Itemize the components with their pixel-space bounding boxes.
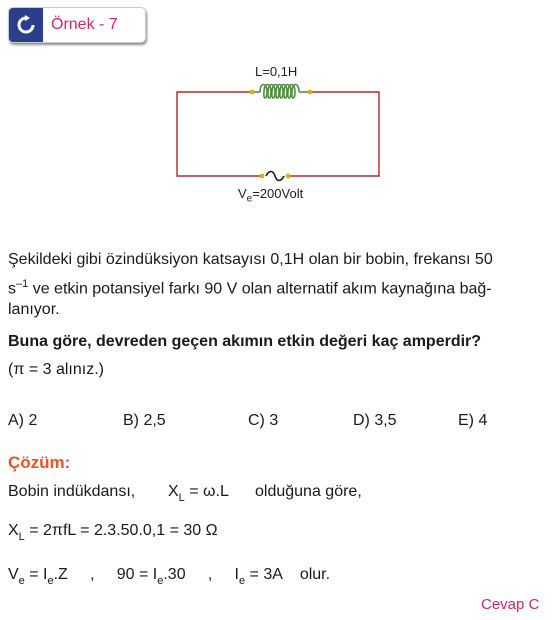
inductor-coil	[252, 85, 310, 99]
circuit-wire	[177, 92, 262, 176]
solution-line: Bobin indükdansı,	[8, 483, 136, 500]
solution-heading: Çözüm:	[8, 453, 71, 472]
terminal-dot	[286, 174, 291, 179]
question-text: Şekildeki gibi özindüksiyon katsayısı 0,1H olan bir bobin, frekansı 50	[8, 251, 493, 268]
circuit-wire	[288, 92, 379, 176]
choice-e[interactable]: E) 4	[458, 412, 488, 429]
inductor-label: L=0,1H	[255, 64, 298, 79]
question-prompt: Buna göre, devreden geçen akımın etkin değeri kaç amperdir?	[8, 333, 482, 350]
choice-b[interactable]: B) 2,5	[123, 412, 166, 429]
circuit-diagram	[170, 60, 390, 205]
solution-formula: $V_e = I_e.Z$ , $90 = I_e.30$ , $I_e = 3A$ olur.	[8, 566, 331, 587]
solution-formula: $X_L = 2\pi fL = 2.3.50.0,1 = 30$ Ω	[8, 522, 218, 543]
choice-c[interactable]: C) 3	[248, 412, 279, 429]
choice-a[interactable]: A) 2	[8, 412, 38, 429]
solution-formula: $X_L = \omega.L$	[168, 483, 229, 504]
refresh-icon	[16, 15, 36, 35]
solution-line: olduğuna göre,	[255, 483, 362, 500]
tag-icon-box	[9, 8, 43, 42]
source-label: $V_e=200Volt$	[238, 186, 304, 205]
choice-d[interactable]: D) 3,5	[353, 412, 397, 429]
question-text: $s^{-1}$ ve etkin potansiyel farkı 90 V olan alternatif akım kaynağına bağ-	[8, 278, 492, 298]
answer-label: Cevap C	[481, 596, 540, 613]
question-text: lanıyor.	[8, 301, 60, 318]
terminal-dot	[250, 90, 255, 95]
terminal-dot	[308, 90, 313, 95]
question-note: (π = 3 alınız.)	[8, 361, 104, 378]
terminal-dot	[260, 174, 265, 179]
ac-source-symbol	[266, 172, 284, 181]
example-title: Örnek - 7	[51, 16, 118, 33]
example-tag	[8, 7, 146, 43]
